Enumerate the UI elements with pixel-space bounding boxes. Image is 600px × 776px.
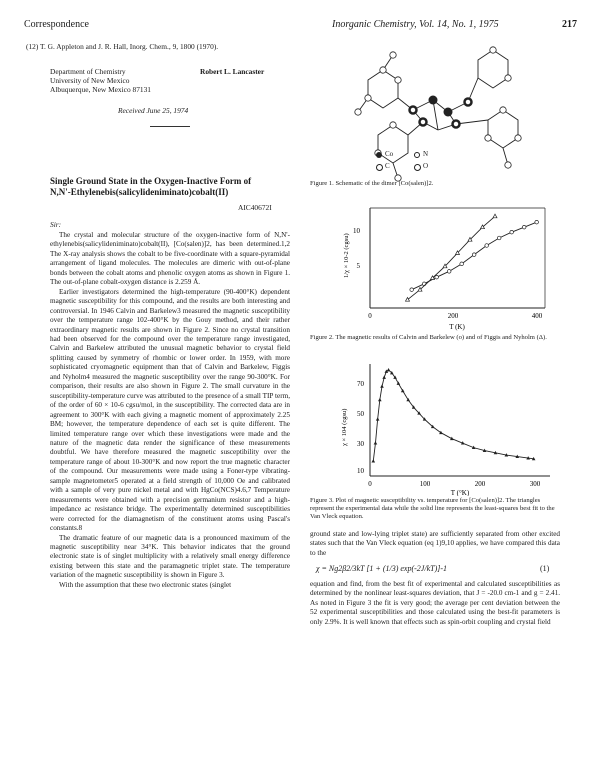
data-point-circle xyxy=(522,225,526,229)
data-point-circle xyxy=(447,270,451,274)
body-left-column xyxy=(50,231,290,771)
data-point-circle xyxy=(435,275,439,279)
data-point-triangle xyxy=(387,368,391,371)
y-axis-label: χ × 104 (cgsu) xyxy=(341,408,348,446)
journal-citation: Inorganic Chemistry, Vol. 14, No. 1, 1975 xyxy=(332,19,499,30)
data-point-circle xyxy=(472,253,476,257)
data-point-triangle xyxy=(382,375,386,378)
legend-n: N xyxy=(423,150,429,158)
data-point-triangle xyxy=(378,398,382,401)
title-line-1: Single Ground State in the Oxygen-Inactive Form of xyxy=(50,176,252,186)
y-tick-label: 50 xyxy=(357,410,364,418)
affiliation-line: University of New Mexico xyxy=(50,76,130,85)
data-point-circle xyxy=(535,220,539,224)
body-right-text-2: equation and find, from the best fit of experimental and calculated susceptibilities as determined by the nonlinear least-squares deviation, that J = -20.0 cm-1 and g = 2.41. As noted in Figure 3 the fit is very good; the average per cent deviation between the 52 experimental susceptibilities and those calculated using the best-fit parameters is only 2.9%. It is well known that effects such as spin-orbit coupling and crystal field xyxy=(310,580,560,626)
x-tick-label: 200 xyxy=(474,480,486,488)
y-tick-label: 5 xyxy=(356,262,360,270)
affiliation-line: Albuquerque, New Mexico 87131 xyxy=(50,85,151,94)
y-tick-label: 30 xyxy=(357,440,364,448)
c-symbol-icon xyxy=(376,164,383,171)
article-title xyxy=(50,176,290,197)
x-tick-label: 100 xyxy=(419,480,431,488)
data-point-triangle xyxy=(376,417,380,420)
n-symbol-icon xyxy=(414,152,420,158)
data-point-circle xyxy=(460,262,464,266)
body-right-text: ground state and low-lying triplet state) are sufficiently separated from other excited states such that the Van Vleck equation (eq 1)9,10 applies, we have compared this data to the xyxy=(310,530,560,557)
running-header-left: Correspondence xyxy=(24,19,89,30)
x-tick-label: 200 xyxy=(447,312,459,320)
paragraph: With the assumption that these two electronic states (singlet xyxy=(59,580,232,589)
equation-1: χ = Ng2β2/3kT [1 + (1/3) exp(-2J/kT)]-1 xyxy=(316,564,448,573)
equation-number: (1) xyxy=(540,564,550,573)
x-axis-label: T (°K) xyxy=(450,489,470,496)
co-symbol-icon xyxy=(376,152,382,158)
legend-o: O xyxy=(423,162,429,170)
figure-3-caption: Figure 3. Plot of magnetic susceptibility vs. temperature for [Co(salen)]2. The triangles represent the experimental data while the solid line represents the least-squares best fit to the Van Vleck equation. xyxy=(310,497,555,521)
title-line-2: N,N'-Ethylenebis(salicylideniminato)cobalt(II) xyxy=(50,186,229,197)
paragraph: The dramatic feature of our magnetic data is a pronounced maximum of the magnetic susceptibility near 34°K. This behavior indicates that the ground electronic state is of singlet multiplicity with a relatively small energy difference existing between this state and the paramagnetic triplet state. The temperature variation of the magnetic susceptibility is shown in Figure 3. xyxy=(50,533,290,580)
data-point-circle xyxy=(510,230,514,234)
o-symbol-icon xyxy=(414,164,421,171)
page-number: 217 xyxy=(562,19,577,30)
x-tick-label: 0 xyxy=(368,312,372,320)
reference-12: (12) T. G. Appleton and J. R. Hall, Inorg. Chem., 9, 1800 (1970). xyxy=(26,42,219,51)
y-tick-label: 70 xyxy=(357,380,364,388)
affiliation-line: Department of Chemistry xyxy=(50,67,126,76)
affiliation xyxy=(50,67,151,94)
figure-3-chart xyxy=(310,358,570,496)
legend-co: Co xyxy=(385,150,394,158)
data-point-circle xyxy=(497,236,501,240)
x-tick-label: 0 xyxy=(368,480,372,488)
data-point-triangle xyxy=(380,384,384,387)
data-point-triangle xyxy=(493,214,497,218)
author-name: Robert L. Lancaster xyxy=(200,67,265,76)
salutation: Sir: xyxy=(50,220,62,229)
y-axis-label: 1/χ × 10-2 (cgsu) xyxy=(343,233,350,278)
data-point-triangle xyxy=(374,441,378,444)
received-date: Received June 25, 1974 xyxy=(118,106,189,115)
x-tick-label: 400 xyxy=(531,312,543,320)
figure-2-chart xyxy=(310,198,570,336)
aic-code: AIC40672I xyxy=(238,203,272,212)
data-point-triangle xyxy=(439,431,443,434)
paragraph: The crystal and molecular structure of the oxygen-inactive form of N,N'-ethylenebis(salicylideniminato)cobalt(II), [Co(salen)]2, has been determined.1,2 The X-ray analysis shows the cobalt to be five-coordinate with a square-pyramidal arrangement of ligand molecules. The molecules are dimeric with out-of-plane bonds between the cobalt atoms and phenolic oxygen atoms as shown in Figure 1. The out-of-plane cobalt-oxygen distance is 2.259 Å. xyxy=(50,231,290,287)
data-point-circle xyxy=(410,288,414,292)
x-tick-label: 300 xyxy=(529,480,541,488)
x-axis-label: T (K) xyxy=(449,323,465,331)
figure-1-legend xyxy=(376,152,476,174)
paragraph: Earlier investigators determined the high-temperature (90-400°K) dependent magnetic susceptibility for this compound, and the results are both interesting and controversial. In 1946 Calvin and Barkelew3 measured the magnetic susceptibility over the temperature range 102-400°K by the Gouy method, and their rather extraordinary magnetic results are shown in Figure 2. Since no crystal transition had been observed for the compound over the temperature range investigated, Calvin and Barkelew attributed the unusual magnetic behavior to crystal field splitting caused by symmetry of rhombic or lower order. In 1959, with more sophisticated cryomagnetic equipment than that of Calvin and Barkelew, Figgis and Nyholm4 measured the magnetic susceptibility over the range 90-300°K. For comparison, their results are also shown in Figure 2. The small curvature in the susceptibility-temperature curve was attributed to the presence of a small TIP term, of the order of 60 × 10-6 cgsu/mol, in the susceptibility. The corrected data are in agreement to 300°K with each giving a magnetic moment of approximately 2.25 BM; however, the temperature dependence of each set is quite different. The limited temperature range over which these investigations were made and the nature of the magnetic data render the significance of these measurements doubtful. We have therefore measured the magnetic susceptibility over the temperature range of about 10-300°K and now report the true magnetic character of the compound. Our measurements were made using a Foner-type vibrating-sample magnetometer5 operated at a field strength of 10,000 Oe and calibrated with a sample of very pure nickel metal and with HgCo(NCS)4.6,7 Temperature measurements were obtained with a precision germanium resistor and a high-impedance ac resistance bridge. The experimentally determined susceptibilities were corrected for the diamagnetism of the constituent atoms using Pascal's constants.8 xyxy=(50,287,290,533)
legend-c: C xyxy=(385,162,390,170)
figure-1-caption: Figure 1. Schematic of the dimer [Co(salen)]2. xyxy=(310,180,434,187)
divider xyxy=(150,126,190,127)
y-tick-label: 10 xyxy=(353,227,360,235)
y-tick-label: 10 xyxy=(357,467,364,475)
figure-2-caption: Figure 2. The magnetic results of Calvin and Barkelew (o) and of Figgis and Nyholm (Δ). xyxy=(310,334,547,341)
data-point-circle xyxy=(485,244,489,248)
data-point-triangle xyxy=(371,459,375,462)
